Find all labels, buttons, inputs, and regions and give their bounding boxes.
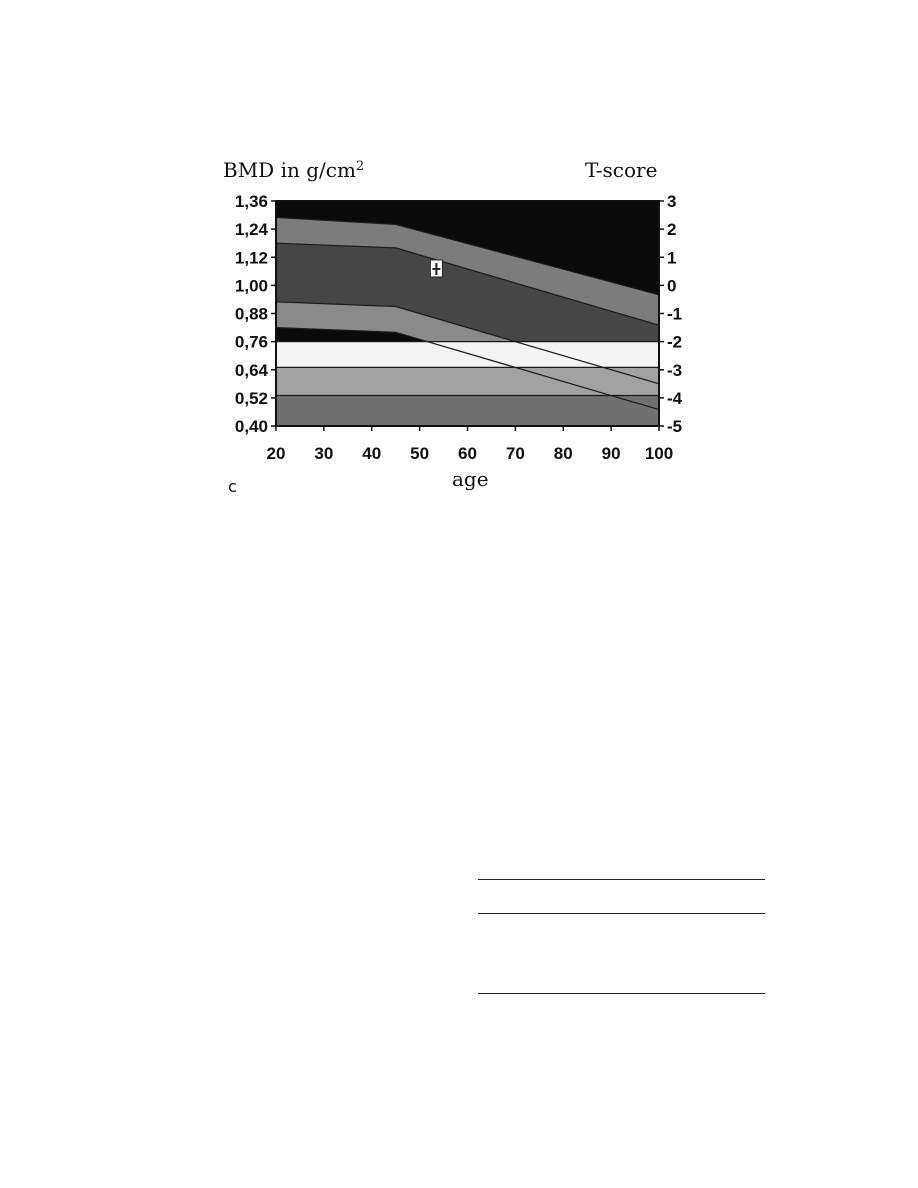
y-left-tick-label: 1,00 [234, 276, 268, 296]
y-axis-label-left: BMD in $g/cm^2$ [223, 158, 365, 182]
x-tick-label: 80 [553, 444, 573, 463]
band-7 [276, 396, 659, 427]
y-left-tick-label: 0,88 [234, 304, 268, 324]
y-right-tick-label: -2 [667, 332, 683, 352]
y-left-tick-label: 0,52 [234, 388, 268, 408]
y-right-tick-label: -5 [667, 417, 683, 436]
y-right-tick-label: -1 [667, 304, 683, 324]
patient-marker-stem [435, 263, 437, 275]
y-axis-label-right: T-score [585, 158, 658, 182]
table-rule-top [478, 879, 765, 880]
x-tick-label: 20 [266, 444, 286, 463]
y-left-tick-label: 1,36 [234, 192, 268, 211]
x-tick-label: 30 [314, 444, 334, 463]
x-tick-label: 70 [505, 444, 525, 463]
table-rule-middle [478, 913, 765, 914]
patient-marker-layer [430, 260, 442, 277]
band-5 [276, 342, 659, 368]
y-left-tick-label: 0,40 [234, 417, 268, 436]
x-axis-label: age [452, 467, 489, 491]
x-tick-label: 60 [458, 444, 477, 463]
y-right-tick-label: 3 [667, 192, 677, 211]
y-left-tick-label: 1,12 [234, 248, 268, 268]
y-left-tick-label: 0,64 [234, 360, 268, 380]
x-tick-label: 40 [362, 444, 382, 463]
y-right-tick-label: 1 [667, 248, 677, 268]
panel-label: c [228, 477, 237, 496]
y-right-tick-label: -4 [667, 388, 683, 408]
x-tick-label: 100 [644, 444, 674, 463]
x-tick-label: 50 [410, 444, 430, 463]
y-right-tick-label: 0 [667, 276, 677, 296]
y-right-tick-label: 2 [667, 220, 677, 240]
y-left-tick-label: 1,24 [234, 220, 268, 240]
table-rule-bottom [478, 993, 765, 994]
band-6 [276, 367, 659, 395]
x-tick-label: 90 [601, 444, 621, 463]
y-right-tick-label: -3 [667, 360, 683, 380]
y-left-tick-label: 0,76 [234, 332, 268, 352]
